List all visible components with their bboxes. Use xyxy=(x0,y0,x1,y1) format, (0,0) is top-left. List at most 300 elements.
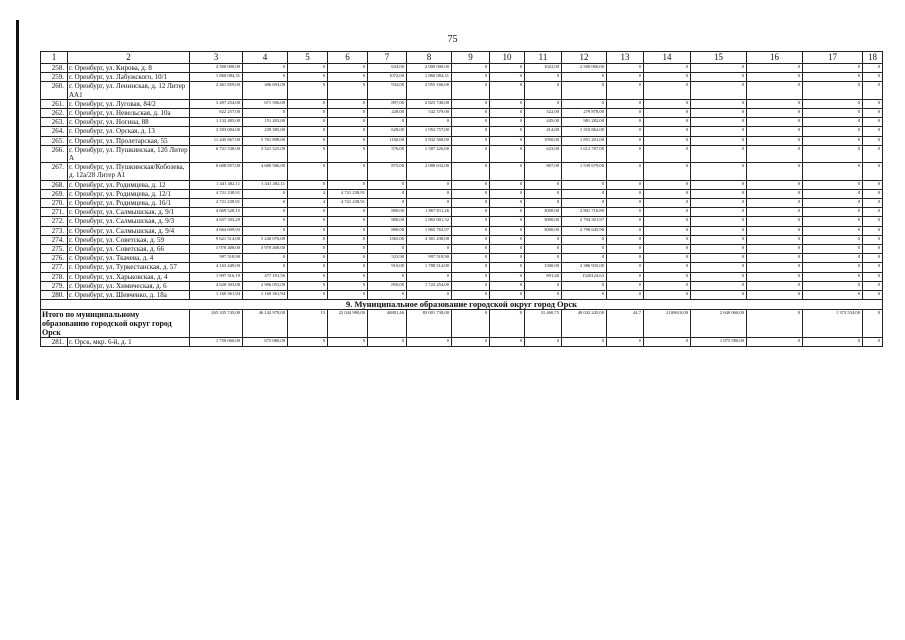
value-cell: 0 xyxy=(288,208,328,217)
value-cell: 0 xyxy=(243,189,288,198)
value-cell: 0 xyxy=(490,99,525,108)
value-cell: 0 xyxy=(368,199,407,208)
total-value-cell: 13 xyxy=(288,310,328,338)
value-cell: 629,00 xyxy=(368,127,407,136)
value-cell: 0 xyxy=(525,254,562,263)
value-cell: 5 761 898,00 xyxy=(243,136,288,145)
value-cell: 0 xyxy=(644,64,691,73)
value-cell: 0 xyxy=(288,226,328,235)
value-cell: 1 851 201,00 xyxy=(562,136,607,145)
value-cell: 0 xyxy=(607,254,644,263)
value-cell: 0 xyxy=(863,82,883,99)
value-cell: 0 xyxy=(407,245,452,254)
value-cell: 0 xyxy=(490,263,525,272)
value-cell: 0 xyxy=(863,217,883,226)
value-cell: 0 xyxy=(747,127,803,136)
value-cell: 0 xyxy=(747,73,803,82)
value-cell: 542 379,00 xyxy=(407,109,452,118)
value-cell: 891,40 xyxy=(525,272,562,281)
value-cell: 0 xyxy=(525,199,562,208)
value-cell: 0 xyxy=(243,263,288,272)
value-cell: 0 xyxy=(328,338,368,347)
value-cell: 0 xyxy=(644,73,691,82)
value-cell: 0 xyxy=(644,136,691,145)
total-value-cell: 0 xyxy=(863,310,883,338)
value-cell: 0 xyxy=(863,291,883,300)
value-cell: 477 191,56 xyxy=(243,272,288,281)
value-cell: 4 721 238,91 xyxy=(190,199,243,208)
value-cell: 0 xyxy=(691,127,747,136)
total-value-cell: 48 032 245,00 xyxy=(562,310,607,338)
value-cell: 0 xyxy=(368,118,407,127)
value-cell: 0 xyxy=(288,245,328,254)
value-cell: 0 xyxy=(803,226,863,235)
value-cell: 414,00 xyxy=(525,127,562,136)
value-cell: 4 669 528,15 xyxy=(190,208,243,217)
value-cell: 2 906 053,00 xyxy=(243,281,288,290)
value-cell: 0 xyxy=(803,263,863,272)
value-cell: 0 xyxy=(288,272,328,281)
value-cell: 0 xyxy=(243,199,288,208)
header-cell: 2 xyxy=(68,52,190,64)
value-cell: 1 722 254,00 xyxy=(407,281,452,290)
value-cell: 0 xyxy=(490,208,525,217)
value-cell: 0 xyxy=(644,199,691,208)
value-cell: 0 xyxy=(407,189,452,198)
value-cell: 0 xyxy=(607,118,644,127)
value-cell: 0 xyxy=(747,338,803,347)
value-cell: 0 xyxy=(803,136,863,145)
value-cell: 0 xyxy=(803,245,863,254)
value-cell: 0 xyxy=(452,208,490,217)
value-cell: 997 518,90 xyxy=(407,254,452,263)
value-cell: 932,00 xyxy=(368,82,407,99)
section-title: 9. Муниципальное образование городской округ город Орск xyxy=(41,300,883,310)
address-cell: г. Оренбург, ул. Пушкинская/Кобозева, д. 12а/28 Литер А1 xyxy=(68,163,190,180)
table-row xyxy=(41,109,883,118)
total-value-cell: 46881,46 xyxy=(368,310,407,338)
value-cell: 5 240 076,00 xyxy=(243,235,288,244)
value-cell: 0 xyxy=(490,136,525,145)
value-cell: 0 xyxy=(803,109,863,118)
header-cell: 1 xyxy=(41,52,68,64)
value-cell: 0 xyxy=(747,109,803,118)
total-value-cell: 83 001 730,00 xyxy=(407,310,452,338)
row-number: 277. xyxy=(41,263,68,272)
value-cell: 0 xyxy=(490,291,525,300)
value-cell: 0 xyxy=(562,245,607,254)
value-cell: 0 xyxy=(863,245,883,254)
value-cell: 0 xyxy=(803,338,863,347)
value-cell: 0 xyxy=(691,180,747,189)
value-cell: 0 xyxy=(525,245,562,254)
value-cell: 0 xyxy=(644,281,691,290)
value-cell: 2 825 748,00 xyxy=(407,99,452,108)
row-number: 263. xyxy=(41,118,68,127)
value-cell: 0 xyxy=(452,127,490,136)
value-cell: 0 xyxy=(607,82,644,99)
value-cell: 0 xyxy=(803,189,863,198)
value-cell: 0 xyxy=(644,180,691,189)
table-row xyxy=(41,281,883,290)
value-cell: 0 xyxy=(644,263,691,272)
value-cell: 0 xyxy=(644,235,691,244)
value-cell: 0 xyxy=(747,163,803,180)
value-cell: 0 xyxy=(863,118,883,127)
value-cell: 0 xyxy=(803,272,863,281)
value-cell: 0 xyxy=(328,82,368,99)
value-cell: 0 xyxy=(525,73,562,82)
value-cell: 0 xyxy=(490,82,525,99)
total-label: Итого по муниципальному образованию городской округ город Орск xyxy=(41,310,190,338)
value-cell: 0 xyxy=(288,82,328,99)
value-cell: 3 970 408,00 xyxy=(190,245,243,254)
value-cell: 1 780 514,00 xyxy=(407,263,452,272)
header-cell: 14 xyxy=(644,52,691,64)
value-cell: 0 xyxy=(607,208,644,217)
value-cell: 0 xyxy=(863,64,883,73)
value-cell: 0 xyxy=(452,254,490,263)
value-cell: 0 xyxy=(863,136,883,145)
header-cell: 11 xyxy=(525,52,562,64)
value-cell: 0 xyxy=(747,208,803,217)
value-cell: 0 xyxy=(607,127,644,136)
value-cell: 0 xyxy=(747,82,803,99)
value-cell: 0 xyxy=(452,272,490,281)
header-cell: 4 xyxy=(243,52,288,64)
address-cell: г. Оренбург, ул. Ткачева, д. 4 xyxy=(68,254,190,263)
value-cell: 0 xyxy=(407,291,452,300)
value-cell: 0 xyxy=(288,281,328,290)
table-row xyxy=(41,127,883,136)
value-cell: 0 xyxy=(243,208,288,217)
value-cell: 0 xyxy=(328,163,368,180)
table-row xyxy=(41,163,883,180)
value-cell: 1365,00 xyxy=(368,235,407,244)
value-cell: 0 xyxy=(452,235,490,244)
address-cell: г. Оренбург, ул. Салмышская, д. 9/1 xyxy=(68,208,190,217)
row-number: 269. xyxy=(41,189,68,198)
value-cell: 1 863 001,32 xyxy=(407,217,452,226)
value-cell: 0 xyxy=(368,291,407,300)
value-cell: 0 xyxy=(328,291,368,300)
value-cell: 0 xyxy=(562,82,607,99)
value-cell: 0 xyxy=(452,281,490,290)
value-cell: 0 xyxy=(607,245,644,254)
table-row xyxy=(41,82,883,99)
value-cell: 0 xyxy=(863,208,883,217)
value-cell: 0 xyxy=(644,338,691,347)
total-value-cell: 0 xyxy=(490,310,525,338)
value-cell: 0 xyxy=(452,73,490,82)
value-cell: 0 xyxy=(607,235,644,244)
address-cell: г. Оренбург, ул. Луговая, 84/2 xyxy=(68,99,190,108)
value-cell: 1 750 060,00 xyxy=(190,338,243,347)
row-number: 280. xyxy=(41,291,68,300)
value-cell: 822 257,00 xyxy=(190,109,243,118)
value-cell: 0 xyxy=(747,291,803,300)
value-cell: 0 xyxy=(243,226,288,235)
header-cell: 5 xyxy=(288,52,328,64)
value-cell: 897,00 xyxy=(368,99,407,108)
value-cell: 4 680 586,00 xyxy=(243,163,288,180)
value-cell: 1 612 787,00 xyxy=(562,145,607,162)
value-cell: 239 385,00 xyxy=(243,127,288,136)
value-cell: 0 xyxy=(644,99,691,108)
value-cell: 0 xyxy=(562,73,607,82)
value-cell: 0 xyxy=(288,73,328,82)
value-cell: 0 xyxy=(803,254,863,263)
value-cell: 0 xyxy=(747,245,803,254)
row-number: 268. xyxy=(41,180,68,189)
row-number: 260. xyxy=(41,82,68,99)
row-number: 271. xyxy=(41,208,68,217)
value-cell: 0 xyxy=(691,245,747,254)
value-cell: 671 506,00 xyxy=(243,99,288,108)
row-number: 259. xyxy=(41,73,68,82)
value-cell: 1 160 361,94 xyxy=(190,291,243,300)
value-cell: 4 xyxy=(288,189,328,198)
address-cell: г. Оренбург, ул. Невельская, д. 10а xyxy=(68,109,190,118)
value-cell: 0 xyxy=(288,254,328,263)
value-cell: 1 310 862,00 xyxy=(562,127,607,136)
value-cell: 0 xyxy=(525,82,562,99)
value-cell: 0 xyxy=(243,109,288,118)
value-cell: 0 xyxy=(747,199,803,208)
value-cell: 0 xyxy=(562,99,607,108)
page-number: 75 xyxy=(447,34,458,45)
address-cell: г. Оренбург, ул. Химическая, д. 6 xyxy=(68,281,190,290)
value-cell: 0 xyxy=(863,127,883,136)
value-cell: 0 xyxy=(328,245,368,254)
value-cell: 0 xyxy=(490,281,525,290)
value-cell: 0 xyxy=(644,254,691,263)
value-cell: 4 664 609,93 xyxy=(190,226,243,235)
value-cell: 1520124,63 xyxy=(562,272,607,281)
value-cell: 0 xyxy=(607,145,644,162)
value-cell: 11 445 667,00 xyxy=(190,136,243,145)
value-cell: 0 xyxy=(691,109,747,118)
value-cell: 1 867 811,26 xyxy=(407,208,452,217)
value-cell: 0 xyxy=(452,189,490,198)
row-number: 264. xyxy=(41,127,68,136)
value-cell: 0 xyxy=(525,180,562,189)
address-cell: г. Оренбург, ул. Туркестанская, д. 57 xyxy=(68,263,190,272)
value-cell: 228,00 xyxy=(368,109,407,118)
value-cell: 0 xyxy=(562,254,607,263)
address-cell: г. Оренбург, ул. Ленинская, д. 12 Литер АА1 xyxy=(68,82,190,99)
value-cell: 4 721 238,91 xyxy=(328,189,368,198)
value-cell: 0 xyxy=(525,281,562,290)
value-cell: 6 721 538,00 xyxy=(190,145,243,162)
value-cell: 1300,00 xyxy=(525,263,562,272)
row-number: 261. xyxy=(41,99,68,108)
value-cell: 0 xyxy=(644,291,691,300)
value-cell: 2 500 000,00 xyxy=(562,64,607,73)
address-cell: г. Оренбург, ул. Советская, д. 66 xyxy=(68,245,190,254)
value-cell: 3 497 254,00 xyxy=(190,99,243,108)
value-cell: 0 xyxy=(490,235,525,244)
value-cell: 0 xyxy=(607,263,644,272)
value-cell: 0 xyxy=(525,99,562,108)
value-cell: 0 xyxy=(644,118,691,127)
value-cell: 0 xyxy=(288,64,328,73)
value-cell: 1 952 757,00 xyxy=(407,127,452,136)
value-cell: 0 xyxy=(644,245,691,254)
table-row xyxy=(41,189,883,198)
value-cell: 0 xyxy=(863,109,883,118)
address-cell: г. Оренбург, ул. Ногина, 88 xyxy=(68,118,190,127)
value-cell: 0 xyxy=(452,145,490,162)
total-value-cell: 22 044 980,00 xyxy=(328,310,368,338)
header-cell: 6 xyxy=(328,52,368,64)
value-cell: 0 xyxy=(525,291,562,300)
value-cell: 0 xyxy=(863,180,883,189)
value-cell: 0 xyxy=(863,235,883,244)
value-cell: 0 xyxy=(490,163,525,180)
value-cell: 0 xyxy=(691,226,747,235)
value-cell: 3 503 004,00 xyxy=(190,127,243,136)
value-cell: 0 xyxy=(562,291,607,300)
address-cell: г. Оренбург, ул. Родимцева, д. 16/1 xyxy=(68,199,190,208)
value-cell: 0 xyxy=(691,291,747,300)
header-cell: 15 xyxy=(691,52,747,64)
value-cell: 0 xyxy=(607,199,644,208)
row-number: 276. xyxy=(41,254,68,263)
row-number: 266. xyxy=(41,145,68,162)
table-row xyxy=(41,64,883,73)
total-value-cell: 2100610,00 xyxy=(644,310,691,338)
value-cell: 0 xyxy=(328,145,368,162)
value-cell: 0 xyxy=(328,136,368,145)
value-cell: 0 xyxy=(288,338,328,347)
header-cell: 18 xyxy=(863,52,883,64)
value-cell: 1 539 679,00 xyxy=(562,163,607,180)
address-cell: г. Оренбург, ул. Пушкинская, 12б Литер А xyxy=(69,145,188,163)
value-cell: 1 587 226,00 xyxy=(407,145,452,162)
value-cell: 0 xyxy=(691,136,747,145)
row-number: 270. xyxy=(41,199,68,208)
address-cell: г. Оренбург, ул. Кирова, д. 8 xyxy=(68,64,190,73)
value-cell: 0 xyxy=(490,118,525,127)
header-cell: 13 xyxy=(607,52,644,64)
value-cell: 0 xyxy=(607,73,644,82)
total-value-cell: 265 335 745,00 xyxy=(190,310,243,338)
value-cell: 1 441 402,11 xyxy=(190,180,243,189)
value-cell: 4 163 449,00 xyxy=(190,263,243,272)
value-cell: 0 xyxy=(452,338,490,347)
value-cell: 0 xyxy=(328,180,368,189)
value-cell: 0 xyxy=(328,73,368,82)
value-cell: 4 657 503,29 xyxy=(190,217,243,226)
value-cell: 0 xyxy=(452,180,490,189)
value-cell: 0 xyxy=(562,281,607,290)
value-cell: 0 xyxy=(490,180,525,189)
value-cell: 0 xyxy=(803,145,863,162)
value-cell: 0 xyxy=(691,217,747,226)
value-cell: 0 xyxy=(691,73,747,82)
value-cell: 9 621 514,00 xyxy=(190,235,243,244)
value-cell: 0 xyxy=(803,208,863,217)
value-cell: 0 xyxy=(452,64,490,73)
header-cell: 10 xyxy=(490,52,525,64)
table-row xyxy=(41,254,883,263)
value-cell: 0 xyxy=(607,226,644,235)
value-cell: 0 xyxy=(607,338,644,347)
value-cell: 800,00 xyxy=(368,226,407,235)
value-cell: 0 xyxy=(562,199,607,208)
value-cell: 0 xyxy=(328,272,368,281)
value-cell: 0 xyxy=(490,199,525,208)
total-value-cell: 31 460,75 xyxy=(525,310,562,338)
total-value-cell: 46 142 978,00 xyxy=(243,310,288,338)
value-cell: 1 441 402,11 xyxy=(243,180,288,189)
value-cell: 850,00 xyxy=(368,281,407,290)
header-row xyxy=(41,52,883,64)
value-cell: 0 xyxy=(607,291,644,300)
section-header-row xyxy=(41,300,883,310)
value-cell: 0 xyxy=(490,109,525,118)
value-cell: 3000,00 xyxy=(525,226,562,235)
value-cell: 0 xyxy=(691,208,747,217)
table-row xyxy=(41,235,883,244)
value-cell: 981 282,00 xyxy=(562,118,607,127)
value-cell: 0 xyxy=(803,73,863,82)
header-cell: 7 xyxy=(368,52,407,64)
value-cell: 151 203,00 xyxy=(243,118,288,127)
value-cell: 0 xyxy=(407,272,452,281)
value-cell: 0 xyxy=(607,163,644,180)
value-cell: 1022,00 xyxy=(525,64,562,73)
value-cell: 8 608 857,00 xyxy=(190,163,243,180)
value-cell: 0 xyxy=(452,82,490,99)
value-cell: 0 xyxy=(407,118,452,127)
value-cell: 4 721 238,91 xyxy=(328,199,368,208)
value-cell: 0 xyxy=(863,338,883,347)
value-cell: 0 xyxy=(644,208,691,217)
value-cell: 1 075 580,00 xyxy=(691,338,747,347)
value-cell: 0 xyxy=(368,245,407,254)
value-cell: 0 xyxy=(452,291,490,300)
value-cell: 0 xyxy=(863,163,883,180)
value-cell: 800,00 xyxy=(368,217,407,226)
address-cell: г. Оренбург, ул. Салмышская, д. 9/4 xyxy=(68,226,190,235)
value-cell: 2 000 000,00 xyxy=(407,64,452,73)
value-cell: 0 xyxy=(407,199,452,208)
value-cell: 0 xyxy=(288,145,328,162)
value-cell: 623,00 xyxy=(525,145,562,162)
value-cell: 0 xyxy=(747,118,803,127)
value-cell: 0 xyxy=(691,189,747,198)
value-cell: 2 798 645,96 xyxy=(562,226,607,235)
value-cell: 0 xyxy=(490,272,525,281)
value-cell: 523,90 xyxy=(368,254,407,263)
address-cell: г. Оренбург, ул. Родимцева, д. 12 xyxy=(68,180,190,189)
value-cell: 0 xyxy=(328,64,368,73)
header-cell: 9 xyxy=(452,52,490,64)
value-cell: 0 xyxy=(490,245,525,254)
table-row xyxy=(41,338,883,347)
address-cell: г. Оренбург, ул. Шевченко, д. 18а xyxy=(68,291,190,300)
value-cell: 0 xyxy=(607,217,644,226)
address-cell: г. Оренбург, ул. Родимцева, д. 12/1 xyxy=(68,189,190,198)
data-table xyxy=(40,51,883,347)
value-cell: 0 xyxy=(863,99,883,108)
value-cell: 4 500 000,00 xyxy=(190,64,243,73)
value-cell: 0 xyxy=(803,127,863,136)
value-cell: 0 xyxy=(368,338,407,347)
value-cell: 0 xyxy=(863,272,883,281)
